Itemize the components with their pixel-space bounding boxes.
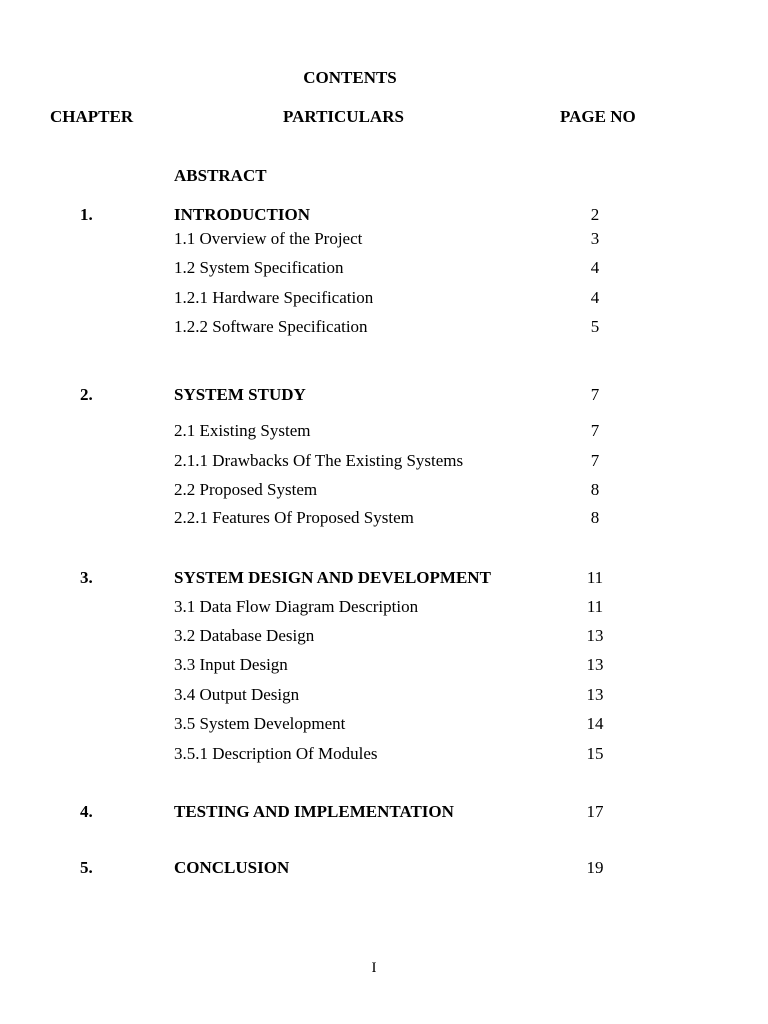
section-label: 1.2.1 Hardware Specification — [174, 288, 374, 307]
section-page: 13 — [586, 655, 604, 674]
section-page: 13 — [586, 685, 604, 704]
section-label: 2.1 Existing System — [174, 421, 311, 440]
footer-page-number: I — [371, 960, 377, 976]
chapter-page: 19 — [586, 858, 604, 877]
section-page: 8 — [590, 480, 600, 499]
chapter-number: 4. — [80, 802, 93, 821]
chapter-title: INTRODUCTION — [174, 205, 311, 224]
header-page-no: PAGE NO — [560, 107, 636, 126]
section-label: 1.1 Overview of the Project — [174, 229, 363, 248]
section-label: 1.2 System Specification — [174, 258, 344, 277]
section-label: 3.5.1 Description Of Modules — [174, 744, 378, 763]
chapter-number: 5. — [80, 858, 93, 877]
section-label: 3.1 Data Flow Diagram Description — [174, 597, 419, 616]
chapter-page: 11 — [586, 568, 604, 587]
section-page: 15 — [586, 744, 604, 763]
header-particulars: PARTICULARS — [283, 107, 404, 126]
chapter-page: 17 — [586, 802, 604, 821]
header-chapter: CHAPTER — [50, 107, 134, 126]
section-page: 13 — [586, 626, 604, 645]
section-page: 14 — [586, 714, 604, 733]
chapter-title: SYSTEM STUDY — [174, 385, 306, 404]
chapter-title: SYSTEM DESIGN AND DEVELOPMENT — [174, 568, 491, 587]
section-page: 8 — [590, 508, 600, 527]
chapter-page: 2 — [590, 205, 600, 224]
section-label: 3.3 Input Design — [174, 655, 288, 674]
section-label: 3.4 Output Design — [174, 685, 300, 704]
section-label: 2.2.1 Features Of Proposed System — [174, 508, 414, 527]
section-label: 3.5 System Development — [174, 714, 346, 733]
section-label: 2.2 Proposed System — [174, 480, 318, 499]
chapter-title: TESTING AND IMPLEMENTATION — [174, 802, 454, 821]
section-page: 4 — [590, 288, 600, 307]
section-label: 2.1.1 Drawbacks Of The Existing Systems — [174, 451, 464, 470]
contents-title: CONTENTS — [303, 68, 397, 87]
chapter-title: CONCLUSION — [174, 858, 290, 877]
section-page: 11 — [586, 597, 604, 616]
abstract-entry: ABSTRACT — [174, 166, 267, 185]
section-page: 3 — [590, 229, 600, 248]
section-label: 1.2.2 Software Specification — [174, 317, 368, 336]
section-page: 4 — [590, 258, 600, 277]
chapter-number: 1. — [80, 205, 93, 224]
chapter-number: 3. — [80, 568, 93, 587]
chapter-page: 7 — [590, 385, 600, 404]
section-label: 3.2 Database Design — [174, 626, 315, 645]
section-page: 7 — [590, 451, 600, 470]
section-page: 7 — [590, 421, 600, 440]
chapter-number: 2. — [80, 385, 93, 404]
section-page: 5 — [590, 317, 600, 336]
